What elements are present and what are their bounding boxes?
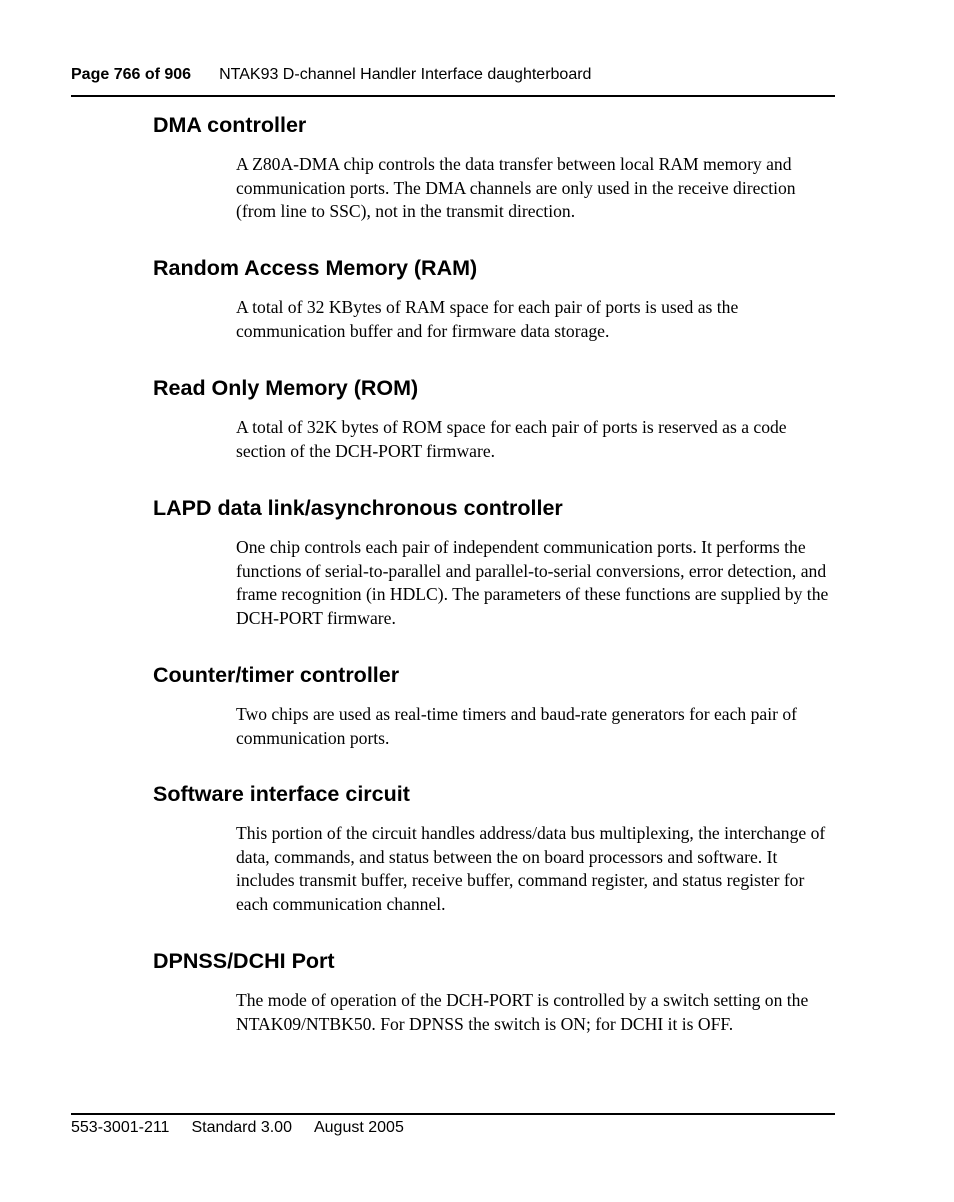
page-header	[71, 64, 835, 86]
section-heading: Counter/timer controller	[153, 663, 400, 687]
section-heading: Read Only Memory (ROM)	[153, 376, 419, 400]
section-body: One chip controls each pair of independent communication ports. It performs the functions of serial-to-parallel and parallel-to-serial conversions, error detection, and frame recognition (in HDLC). The parameters of these functions are supplied by the DCH-PORT firmware.	[236, 537, 829, 628]
document-title: NTAK93 D-channel Handler Interface daughterboard	[219, 66, 592, 83]
section-body: A total of 32 KBytes of RAM space for each pair of ports is used as the communication buffer and for firmware data storage.	[236, 297, 739, 341]
section-body: A total of 32K bytes of ROM space for each pair of ports is reserved as a code section of the DCH-PORT firmware.	[236, 417, 787, 461]
section-heading: DPNSS/DCHI Port	[153, 949, 335, 973]
publication-date: August 2005	[313, 1119, 404, 1136]
section-body: The mode of operation of the DCH-PORT is controlled by a switch setting on the NTAK09/NTBK50. For DPNSS the switch is ON; for DCHI it is OFF.	[236, 990, 809, 1034]
standard-version: Standard 3.00	[191, 1119, 292, 1136]
section-heading: Random Access Memory (RAM)	[153, 256, 478, 280]
document-number: 553-3001-211	[71, 1119, 170, 1136]
section-body: A Z80A-DMA chip controls the data transfer between local RAM memory and communication ports. The DMA channels are only used in the receive direction (from line to SSC), not in the transmit direction.	[236, 154, 796, 221]
section-heading: DMA controller	[153, 113, 307, 137]
section-heading: Software interface circuit	[153, 782, 410, 806]
section-body: Two chips are used as real-time timers and baud-rate generators for each pair of communication ports.	[236, 704, 798, 748]
footer-rule	[71, 1113, 835, 1115]
section-heading: LAPD data link/asynchronous controller	[153, 496, 563, 520]
header-rule	[71, 95, 835, 97]
page-footer	[71, 1117, 426, 1139]
section-body: This portion of the circuit handles address/data bus multiplexing, the interchange of data, commands, and status between the on board processors and software. It includes transmit buffer, receive buffer, command register, and status register for each communication channel.	[236, 823, 826, 914]
page-number: Page 766 of 906	[71, 66, 192, 83]
